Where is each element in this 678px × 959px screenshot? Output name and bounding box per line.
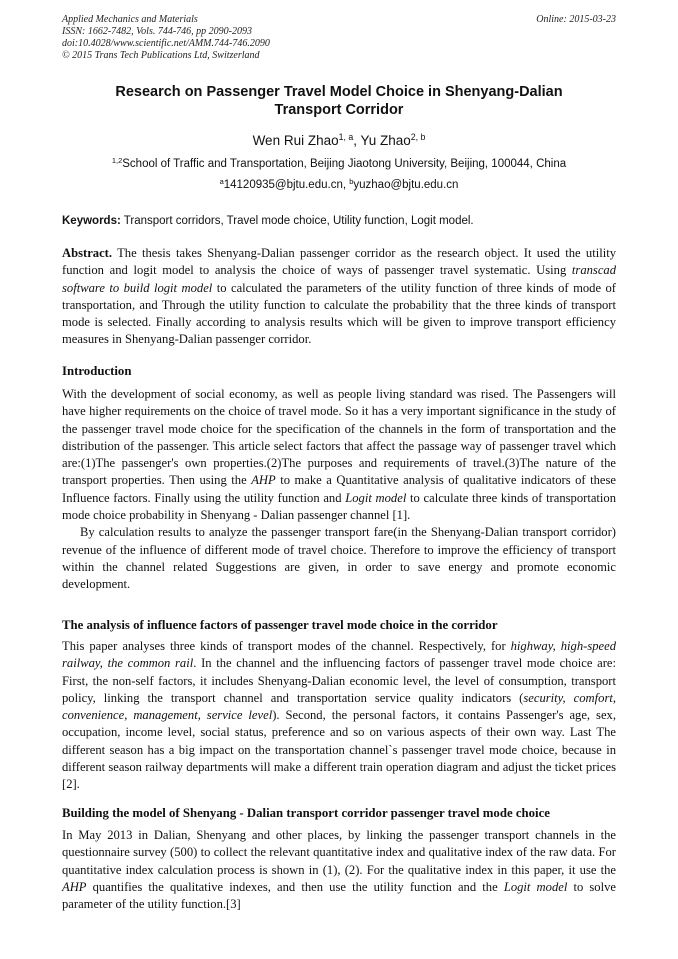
affiliation-text: School of Traffic and Transportation, Beijing Jiaotong University, Beijing, 100044, China bbox=[122, 158, 567, 170]
analysis-italic-modes: highway, high-speed railway, the common rail bbox=[62, 639, 616, 671]
email-b-mark: b bbox=[349, 176, 354, 186]
abstract-text-1: The thesis takes Shenyang-Dalian passenger corridor as the research object. It used the utility function and logit model to analysis the choice of ways of passenger travel systematic. Using bbox=[62, 246, 616, 278]
intro-p1-italic-ahp: AHP bbox=[251, 473, 276, 488]
building-paragraph bbox=[62, 827, 616, 913]
intro-p1-text-b: to make a Quantitative analysis of qualitative indicators of these Influence factors. Finally using the utility function and bbox=[62, 473, 616, 505]
intro-p1-italic-logit: Logit model bbox=[345, 490, 407, 505]
title-line-1: Research on Passenger Travel Model Choice in Shenyang-Dalian bbox=[115, 84, 563, 100]
keywords-label: Keywords: bbox=[62, 215, 121, 227]
email-b: yuzhao@bjtu.edu.cn bbox=[353, 179, 459, 191]
issn-line: ISSN: 1662-7482, Vols. 744-746, pp 2090-2093 bbox=[62, 26, 252, 37]
introduction-body bbox=[62, 386, 616, 594]
introduction-paragraph-1 bbox=[62, 386, 616, 524]
author-2: Yu Zhao bbox=[360, 133, 411, 148]
analysis-body bbox=[62, 638, 616, 794]
analysis-text-a: This paper analyses three kinds of transport modes of the channel. Respectively, for bbox=[62, 639, 511, 653]
affiliation bbox=[62, 157, 616, 172]
affiliation-mark: 1,2 bbox=[111, 155, 123, 165]
paper-title bbox=[62, 83, 616, 119]
author-emails bbox=[62, 178, 616, 193]
copyright-line: © 2015 Trans Tech Publications Ltd, Switzerland bbox=[62, 50, 260, 61]
introduction-paragraph-2: By calculation results to analyze the passenger transport fare(in the Shenyang-Dalian transport corridor) revenue of the influence of different mode of travel choice. Therefore to improve the efficiency of transport within the channel related Suggestions are given, in order to save energy and promote economic development. bbox=[62, 525, 616, 592]
analysis-paragraph bbox=[62, 638, 616, 794]
intro-p1-text-a: With the development of social economy, as well as people living standard was rised. The Passengers will have higher requirements on the choice of travel mode. So it has a very important significance in the study of the passenger travel mode choice for the specification of the channels in the form of transportation and the distribution of the passenger. This article select factors that affect the passage way of passenger travel which are:(1)The passenger's own properties.(2)The purposes and requirements of travel.(3)The nature of the transport properties. Then using the bbox=[62, 387, 616, 488]
author-1-affiliation-mark: 1, a bbox=[338, 132, 354, 143]
online-date: Online: 2015-03-23 bbox=[536, 14, 616, 25]
journal-header bbox=[62, 14, 616, 62]
analysis-text-b: . In the channel and the influencing factors of passenger travel mode choice are: First, the non-self factors, it includes Shenyang-Dalian economic level, the level of consumption, transport policy, linking the transport channel and transportation service quality indicators ( bbox=[62, 656, 616, 705]
abstract-label: Abstract. bbox=[62, 246, 113, 260]
section-heading-analysis: The analysis of influence factors of passenger travel mode choice in the corridor bbox=[62, 618, 498, 632]
author-separator: , bbox=[353, 133, 361, 148]
section-heading-building: Building the model of Shenyang - Dalian transport corridor passenger travel mode choice bbox=[62, 806, 550, 820]
author-1: Wen Rui Zhao bbox=[252, 133, 339, 148]
abstract bbox=[62, 245, 616, 349]
building-italic-logit: Logit model bbox=[503, 879, 568, 894]
building-body bbox=[62, 827, 616, 913]
keywords bbox=[62, 214, 616, 229]
journal-name: Applied Mechanics and Materials bbox=[62, 14, 198, 25]
analysis-text-c: ). Second, the personal factors, it contains Passenger's age, sex, occupation, income level, social status, preference and so on various aspects of their own way. Last The different season has a big impact on the transportation channel`s passenger travel mode choice, because in different season railway departments will make a different train operation diagram and adjust the ticket prices [2]. bbox=[62, 708, 616, 792]
intro-p1-text-c: to calculate three kinds of transportation mode choice probability in Shenyang - Dalian passenger channel [1]. bbox=[62, 490, 617, 523]
abstract-text-2: to calculated the parameters of the utility function of three kinds of mode of transportation, and Through the utility function to calculate the probability that the three kinds of transport mode is selected. Finally according to analysis results which will be given to improve transport efficiency measures in Shenyang-Dalian passenger corridor. bbox=[62, 280, 616, 347]
building-text-b: quantifies the qualitative indexes, and then use the utility function and the bbox=[86, 879, 504, 894]
analysis-italic-indicators: security, comfort, convenience, management, service level bbox=[62, 690, 616, 723]
building-text-c: to solve parameter of the utility function.[3] bbox=[62, 879, 616, 912]
title-line-2: Transport Corridor bbox=[274, 102, 404, 118]
author-list bbox=[62, 132, 616, 149]
email-a-mark: a bbox=[219, 176, 224, 186]
building-italic-ahp: AHP bbox=[62, 879, 87, 894]
section-heading-introduction: Introduction bbox=[62, 364, 132, 378]
email-a: 14120935@bjtu.edu.cn, bbox=[223, 179, 350, 191]
abstract-italic: transcad software to build logit model bbox=[62, 263, 616, 295]
keywords-text: Transport corridors, Travel mode choice, Utility function, Logit model. bbox=[120, 215, 474, 227]
doi-line: doi:10.4028/www.scientific.net/AMM.744-746.2090 bbox=[62, 38, 270, 49]
author-2-affiliation-mark: 2, b bbox=[410, 132, 426, 143]
building-text-a: In May 2013 in Dalian, Shenyang and other places, by linking the passenger transport channels in the questionnaire survey (500) to collect the relevant quantitative index and qualitative index of the raw data. For quantitative index calculation process is shown in (1), (2). For the qualitative index in this paper, it use the bbox=[62, 828, 616, 877]
